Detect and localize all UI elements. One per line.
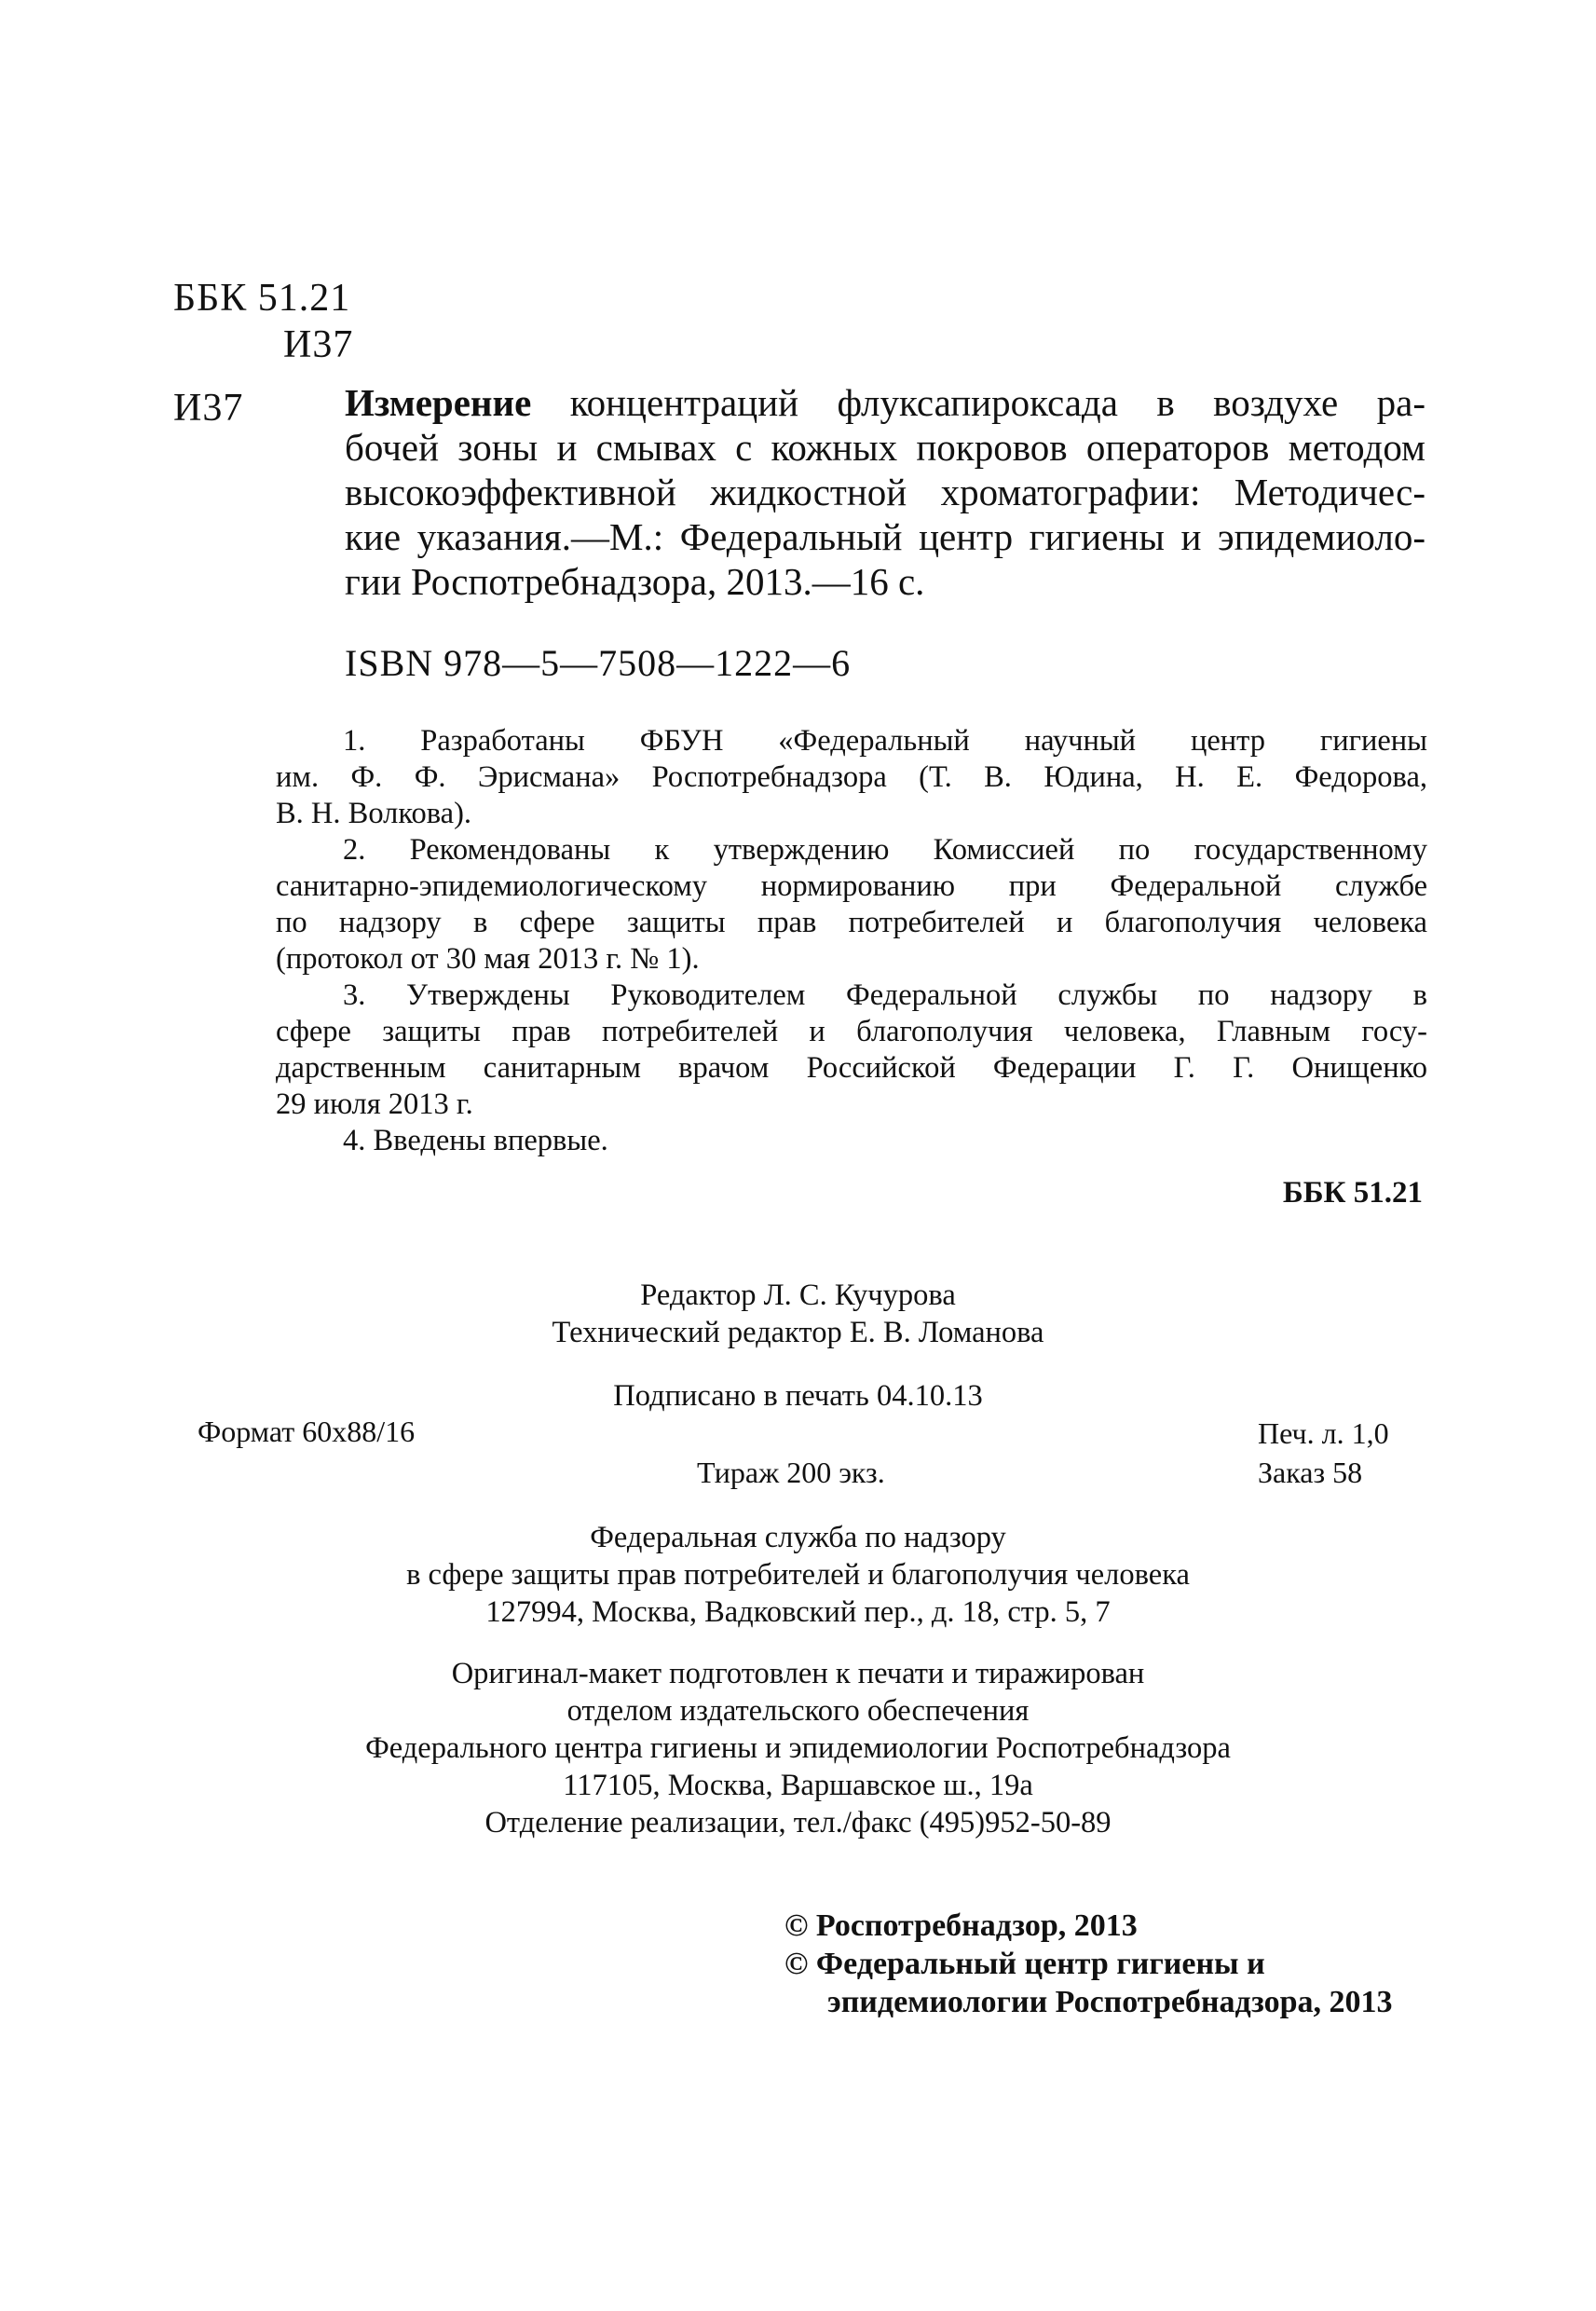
- print-signed-date: Подписано в печать 04.10.13: [613, 1379, 983, 1413]
- note-line: 29 июля 2013 г.: [276, 1087, 473, 1121]
- printer-line: Оригинал-макет подготовлен к печати и тиражирован: [451, 1657, 1145, 1690]
- printer-line: Отделение реализации, тел./факс (495)952-50-89: [484, 1806, 1112, 1839]
- publisher-line: Федеральная служба по надзору: [590, 1521, 1006, 1554]
- note-line: В. Н. Волкова).: [276, 797, 472, 830]
- title-lead-word: Измерение: [345, 381, 532, 424]
- printer-line: 117105, Москва, Варшавское ш., 19а: [563, 1769, 1033, 1802]
- printer-line: Федерального центра гигиены и эпидемиологии Роспотребнадзора: [365, 1731, 1231, 1765]
- title-line: гии Роспотребнадзора, 2013.—16 с.: [345, 560, 925, 603]
- title-line: высокоэффективной жидкостной хроматографии: Методичес-: [345, 471, 1425, 513]
- print-sheets: Печ. л. 1,0: [1258, 1416, 1389, 1450]
- bibliographic-description: [345, 380, 1425, 604]
- printer-line: отделом издательского обеспечения: [566, 1694, 1030, 1728]
- note-line: 3. Утверждены Руководителем Федеральной службы по надзору в: [343, 978, 1427, 1012]
- copyright-line: © Федеральный центр гигиены и: [784, 1947, 1265, 1981]
- printer-block: [0, 1655, 1596, 1841]
- isbn: ISBN 978—5—7508—1222—6: [345, 642, 852, 684]
- note-line: 4. Введены впервые.: [343, 1124, 608, 1157]
- note-line: (протокол от 30 мая 2013 г. № 1).: [276, 942, 700, 976]
- bbk-code-bottom: ББК 51.21: [1282, 1176, 1423, 1210]
- note-line: 2. Рекомендованы к утверждению Комиссией по государственному: [343, 833, 1427, 867]
- paper-format: Формат 60х88/16: [198, 1415, 416, 1448]
- note-line: по надзору в сфере защиты прав потребителей и благополучия человека: [276, 906, 1427, 939]
- note-line: санитарно-эпидемиологическому нормированию при Федеральной службе: [276, 869, 1427, 903]
- tech-editor-name: Технический редактор Е. В. Ломанова: [552, 1316, 1044, 1349]
- development-notes: [276, 723, 1427, 1159]
- publisher-block: [0, 1519, 1596, 1631]
- editor-name: Редактор Л. С. Кучурова: [640, 1279, 956, 1312]
- note-line: сфере защиты прав потребителей и благополучия человека, Главным госу-: [276, 1015, 1427, 1048]
- publisher-line: 127994, Москва, Вадковский пер., д. 18, стр. 5, 7: [485, 1595, 1111, 1629]
- print-circulation: Тираж 200 экз.: [697, 1456, 885, 1489]
- author-code-top: И37: [283, 323, 354, 366]
- title-line: бочей зоны и смывах с кожных покровов операторов методом: [345, 426, 1425, 469]
- note-line: им. Ф. Ф. Эрисмана» Роспотребнадзора (Т. В. Юдина, Н. Е. Федорова,: [276, 760, 1427, 794]
- note-line: дарственным санитарным врачом Российской Федерации Г. Г. Онищенко: [276, 1051, 1427, 1085]
- copyright-line: © Роспотребнадзор, 2013: [784, 1908, 1138, 1943]
- publisher-line: в сфере защиты прав потребителей и благополучия человека: [406, 1558, 1190, 1592]
- editors-block: [0, 1277, 1596, 1351]
- print-signed-block: [0, 1377, 1596, 1415]
- title-line: кие указания.—М.: Федеральный центр гигиены и эпидемиоло-: [345, 515, 1425, 558]
- author-code-left: И37: [173, 387, 244, 430]
- bbk-code-top: ББК 51.21: [173, 277, 351, 320]
- note-line: 1. Разработаны ФБУН «Федеральный научный центр гигиены: [343, 724, 1427, 758]
- title-line: Измерение концентраций флуксапироксада в воздухе ра-: [345, 381, 1425, 424]
- order-number: Заказ 58: [1258, 1456, 1363, 1489]
- copyright-line: эпидемиологии Роспотребнадзора, 2013: [827, 1985, 1393, 2019]
- copyright-block: [784, 1907, 1393, 2021]
